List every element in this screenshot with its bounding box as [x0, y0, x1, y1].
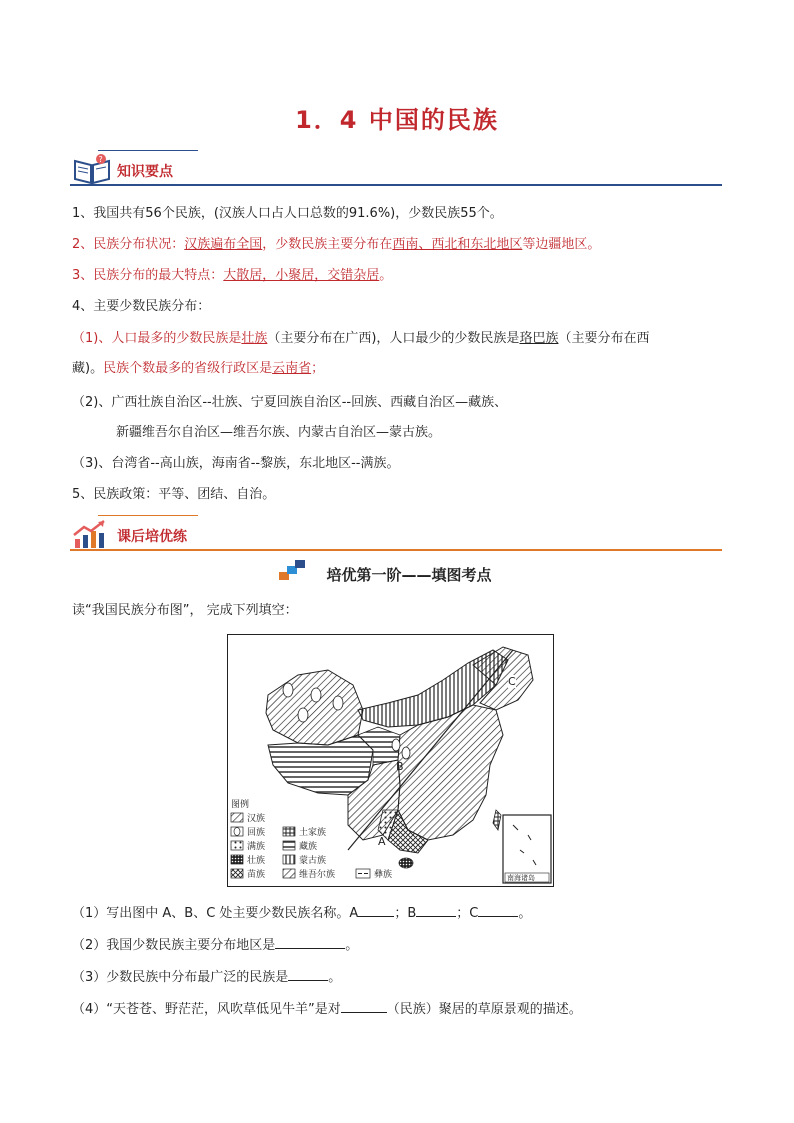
point-3: 3、民族分布的最大特点：大散居，小聚居，交错杂居。 — [72, 268, 393, 283]
section-label-knowledge: 知识要点 — [117, 164, 173, 180]
legend-tibetan: 藏族 — [299, 842, 318, 852]
answer-blank-c[interactable] — [478, 902, 518, 917]
legend-han: 汉族 — [247, 814, 266, 824]
legend-title: 图例 — [231, 800, 250, 810]
point-5: 5、民族政策：平等、团结、自治。 — [72, 487, 276, 502]
point-4: 4、主要少数民族分布： — [72, 299, 211, 314]
map-inset-label: 南海诸岛 — [507, 874, 535, 882]
legend-uyghur: 维吾尔族 — [299, 870, 336, 880]
svg-text:?: ? — [98, 155, 103, 164]
section-label-practice: 课后培优练 — [117, 529, 187, 545]
point-4-3: （3)、台湾省--高山族，海南省--黎族，东北地区--满族。 — [72, 456, 400, 471]
answer-blank-q2[interactable] — [275, 934, 345, 949]
ethnic-distribution-map — [227, 634, 554, 887]
question-4: （4）“天苍苍、野茫茫，风吹草低见牛羊”是对 （民族）聚居的草原景观的描述。 — [72, 998, 728, 1019]
question-2: （2）我国少数民族主要分布地区是 。 — [72, 934, 728, 955]
point-4-2: （2)、广西壮族自治区--壮族、宁夏回族自治区--回族、西藏自治区—藏族、 — [72, 395, 508, 410]
answer-blank-a[interactable] — [358, 902, 394, 917]
map-drawing — [228, 635, 552, 885]
legend-hui: 回族 — [247, 828, 266, 838]
point-2: 2、民族分布状况：汉族遍布全国，少数民族主要分布在西南、西北和东北地区等边疆地区。 — [72, 237, 601, 252]
sub-heading: 培优第一阶——填图考点 — [326, 566, 492, 584]
map-intro: 读“我国民族分布图”， 完成下列填空： — [72, 603, 298, 618]
map-label-c: C — [508, 675, 516, 688]
chart-growth-icon — [72, 519, 108, 549]
point-4-1-cont: 藏)。民族个数最多的省级行政区是云南省； — [72, 361, 325, 376]
legend-mongol: 蒙古族 — [299, 856, 327, 866]
legend-yi: 彝族 — [374, 870, 393, 880]
section-header-practice — [70, 515, 722, 551]
answer-blank-b[interactable] — [416, 902, 456, 917]
map-label-a: A — [378, 835, 386, 848]
point-4-1: （1)、人口最多的少数民族是壮族（主要分布在广西)，人口最少的少数民族是珞巴族（主要分布在西 — [72, 331, 650, 346]
legend-miao: 苗族 — [247, 870, 266, 880]
answer-blank-q3[interactable] — [288, 966, 328, 981]
book-icon — [72, 153, 112, 185]
answer-blank-q4[interactable] — [341, 998, 387, 1013]
legend-zhuang: 壮族 — [247, 856, 266, 866]
point-4-2-cont: 新疆维吾尔自治区—维吾尔族、内蒙古自治区—蒙古族。 — [116, 425, 442, 440]
question-3: （3）少数民族中分布最广泛的民族是 。 — [72, 966, 728, 987]
map-label-b: B — [396, 760, 404, 773]
point-1: 1、我国共有56个民族，(汉族人口占人口总数的91.6%)，少数民族55个。 — [72, 206, 503, 221]
legend-manchu: 满族 — [247, 842, 266, 852]
legend-tujia: 土家族 — [299, 828, 327, 838]
section-header-knowledge — [70, 150, 722, 186]
question-1: （1）写出图中 A、B、C 处主要少数民族名称。A ；B ；C 。 — [72, 902, 728, 923]
page-title: 1．4 中国的民族 — [295, 106, 499, 134]
